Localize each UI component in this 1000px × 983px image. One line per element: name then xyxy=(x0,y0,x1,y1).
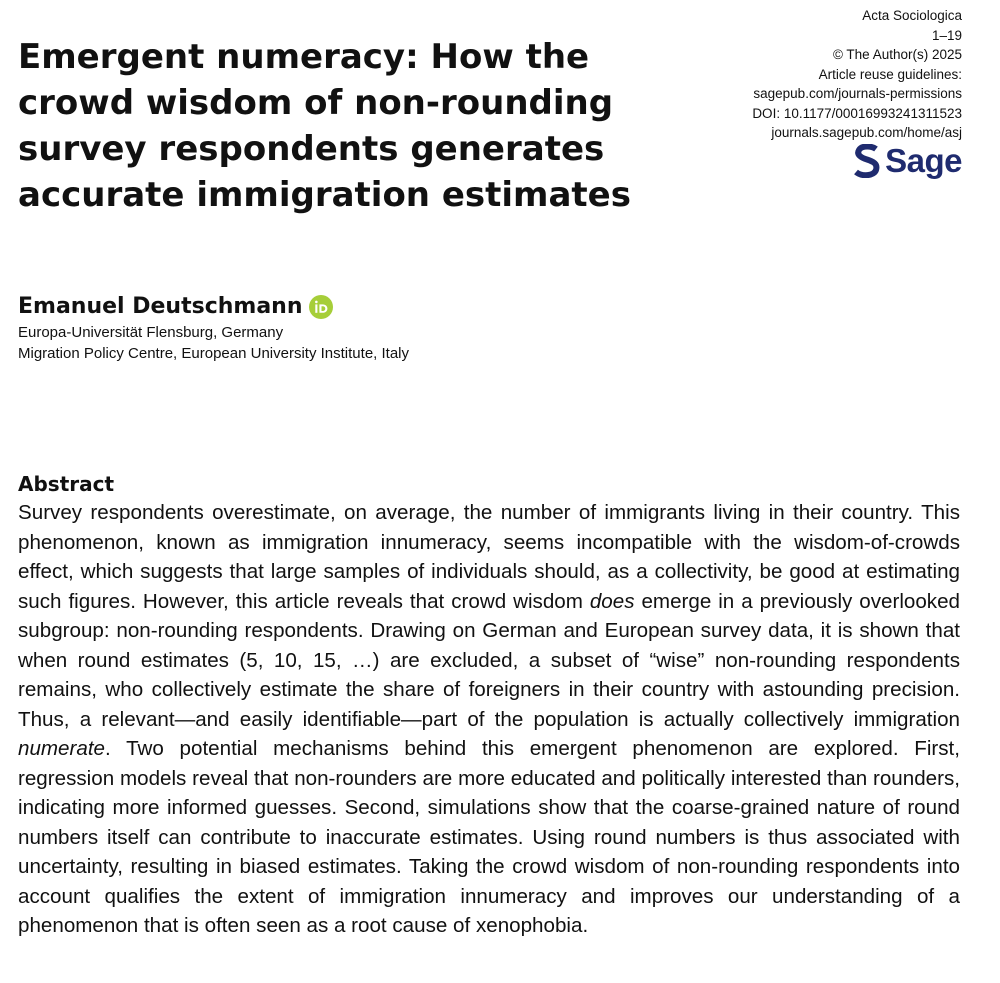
author-name: Emanuel Deutschmann xyxy=(18,294,303,319)
author-block xyxy=(18,292,718,364)
affiliation-1: Europa-Universität Flensburg, Germany xyxy=(18,324,284,341)
author-name-row xyxy=(18,292,718,322)
journal-meta xyxy=(602,6,962,143)
doi[interactable]: DOI: 10.1177/00016993241311523 xyxy=(752,105,962,121)
article-title: Emergent numeracy: How the crowd wisdom of non-rounding survey respondents generates accurate immigration estimates xyxy=(18,37,631,215)
abstract-emphasis-2: numerate xyxy=(18,737,106,760)
copyright: © The Author(s) 2025 xyxy=(832,47,962,62)
sage-logo xyxy=(853,142,962,180)
sage-wordmark: Sage xyxy=(885,142,962,179)
sage-s-icon xyxy=(853,144,881,178)
journal-link[interactable]: journals.sagepub.com/home/asj xyxy=(771,125,962,140)
abstract-text-3: . Two potential mechanisms behind this emergent phenomenon are explored. First, regression models reveal that non-rounders are more educated and politically interested than rounders, indicating more informed guesses. Second, simulations show that the coarse-grained nature of round numbers itself can contribute to inaccurate estimates. Using round numbers is thus associated with uncertainty, resulting in biased estimates. Taking the crowd wisdom of non-rounding respondents into account qualifies the extent of immigration innumeracy and improves our understanding of a phenomenon that is often seen as a root cause of xenophobia. xyxy=(18,737,960,937)
abstract-text-2: emerge in a previously overlooked subgroup: non-rounding respondents. Drawing on German and European survey data, it is shown that when round estimates (5, 10, 15, …) are excluded, a subset of “wise” non-rounding respondents remains, who collectively estimate the share of foreigners in their country with astounding precision. Thus, a relevant—and easily identifiable—part of the population is actually collectively immigration xyxy=(18,589,961,731)
affiliation-2: Migration Policy Centre, European University Institute, Italy xyxy=(18,345,410,362)
abstract-section xyxy=(18,470,960,941)
abstract-heading: Abstract xyxy=(18,472,115,496)
orcid-icon[interactable] xyxy=(309,295,333,319)
reuse-label: Article reuse guidelines: xyxy=(818,66,962,82)
abstract-text-1: Survey respondents overestimate, on average, the number of immigrants living in their country. This phenomenon, known as immigration innumeracy, seems incompatible with the wisdom-of-crowds effect, which suggests that large samples of individuals should, as a collectivity, be good at estimating such figures. However, this article reveals that crowd wisdom xyxy=(18,501,960,613)
page-range: 1–19 xyxy=(931,27,962,43)
journal-name: Acta Sociologica xyxy=(862,8,962,23)
reuse-link[interactable]: sagepub.com/journals-permissions xyxy=(753,86,962,101)
abstract-body xyxy=(18,498,960,941)
abstract-emphasis-1: does xyxy=(589,589,635,613)
